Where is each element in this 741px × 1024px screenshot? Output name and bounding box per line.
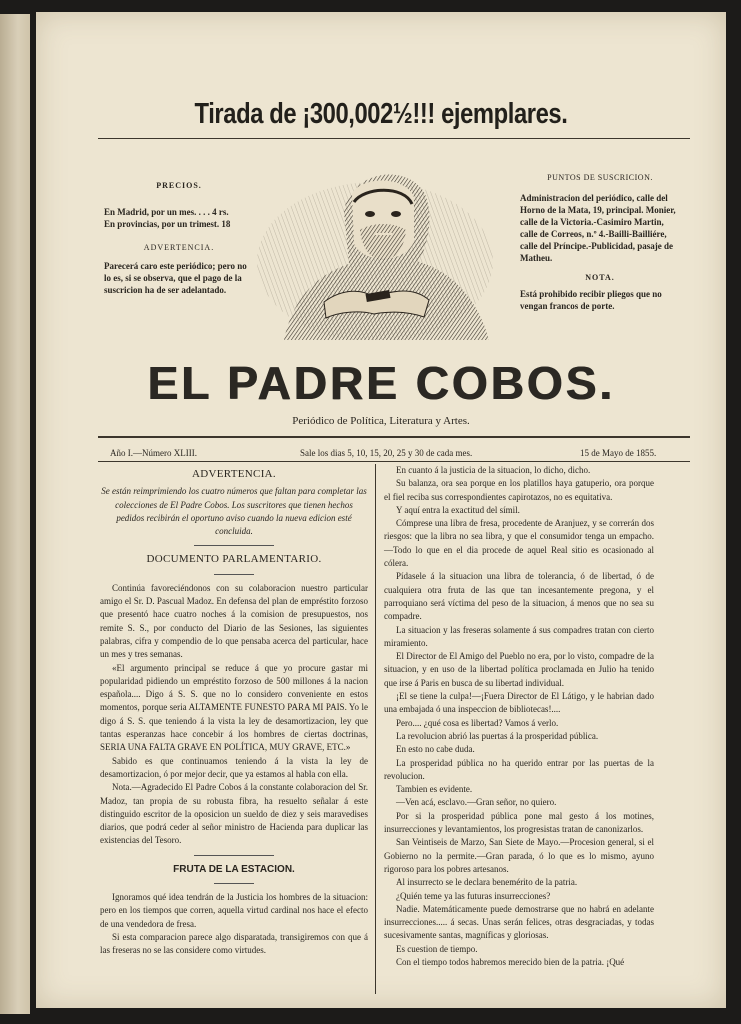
paragraph: Es cuestion de tiempo. [396,943,478,954]
newspaper-page [36,12,726,1008]
paragraph: Su balanza, ora sea porque en los platillos haya gatuperio, ora porque el fiel reciba sus correspondientes capirotazos, no es equitativa. [384,478,654,502]
paragraph: San Veintiseis de Marzo, San Siete de Mayo.—Procesion general, si el Gobierno no la permite.—Gran parada, ó lo que es lo mismo, ayuno rigoroso para los pobres artesanos. [384,837,654,874]
nota-text: Está prohibido recibir pliegos que no vengan francos de porte. [520,289,662,311]
masthead-rule [98,138,690,139]
paragraph: La situacion y las freseras solamente á sus compadres tratan con cierto miramiento. [384,624,654,648]
paper-subtitle: Periódico de Política, Literatura y Artes. [292,415,470,427]
left-column [100,464,368,958]
paragraph: —Ven acá, esclavo.—Gran señor, no quiero. [396,797,557,808]
section-rule [214,883,254,884]
section-rule [214,574,254,575]
paragraph: Continúa favoreciéndonos con su colaboracion nuestro particular amigo el Sr. D. Pascual Madoz. En defensa del plan de empréstito forzoso que presentó hace cuatro noches á la comision de presupuestos, nos remite S. S., por conducto del Diario de las Sesiones, las siguientes palabras, cifra y compendio de lo que pensaba acerca del particular, hace un mes y tres semanas. [100,582,368,660]
padre-cobos-portrait [254,152,496,340]
paragraph: El Director de El Amigo del Pueblo no era, por lo visto, compadre de la situacion, y en uso de la libertad política proclamada en Julio ha tenido que irse á Paris en busca de su libertad individual. [384,651,654,688]
paragraph: ¡El se tiene la culpa!—¡Fuera Director de El Látigo, y le habrian dado una embajada ó una inspeccion de bibliotecas!.... [384,691,654,715]
puntos-text: Administracion del periódico, calle del Horno de la Mata, 19, principal. Monier, calle de la Victoria.-Casimiro Martin, calle de Correos, n.º 4.-Bailli-Bailliére, calle del Príncipe.-Publicidad, pasaje de Matheu. [520,193,676,263]
paragraph: Sabido es que continuamos teniendo á la vista la ley de desamortizacion, ó por mejor decir, que ya estamos al habla con ella. [100,755,368,779]
paragraph: Y aquí entra la exactitud del símil. [396,504,520,515]
paragraph: ¿Quién teme ya las futuras insurrecciones? [396,890,551,901]
paragraph: Cómprese una libra de fresa, procedente de Aranjuez, y se correrán dos riesgos: que la libra no sea libra, y que el consumidor tenga un empacho.—Todo lo que en el dia procede de aquel Real sitio es ocasionado al cólera. [384,518,654,569]
paragraph: Tambien es evidente. [396,784,473,795]
paragraph: «El argumento principal se reduce á que yo procure gastar mi popularidad pidiendo un empréstito forzoso de 500 millones á la nacion española.... Digo á S. S. que no lo considero conveniente en estos momentos, porque seria ALTAMENTE FUNESTO PARA MI PAIS. Yo le digo á S. S. que teniendo á la vista la ley de desamortizacion, ley que tantas esperanzas hace concebir á los hombres de ciertas doctrinas, SERIA UNA FALTA GRAVE EN POLÍTICA, MUY GRAVE, ETC.» [100,662,368,753]
issue-date: 15 de Mayo de 1855. [580,448,657,458]
paragraph: Pídasele á la situacion una libra de tolerancia, ó de libertad, ó de cualquiera otra fruta de las que tan incesantemente pregona, y el parroquiano será víctima del peso de la situacion, á menos que no sea su compadre. [384,571,654,622]
nota-title: NOTA. [585,273,615,282]
right-column [384,464,654,969]
paragraph: Nota.—Agradecido El Padre Cobos á la constante colaboracion del Sr. Madoz, tan propia de su robusta fibra, ha resuelto señalar á este distinguido escritor de la oposicion un sueldo de diez y seis maravedises diarios, que podrá ceder al señor ministro de Hacienda para duplicar las existencias del Tesoro. [100,782,368,846]
adjacent-page-edge [0,14,30,1014]
paragraph: La prosperidad pública no ha querido entrar por las puertas de la revolucion. [384,757,654,781]
paragraph: Nadie. Matemáticamente puede demostrarse que no habrá en adelante insurrecciones..... á secas. Unas serán felices, otras desgraciadas, y todas sucesivamente santas, magníficas y gloriosas. [384,903,654,941]
paragraph: Ignoramos qué idea tendrán de la Justicia los hombres de la situacion: pero en los tiempos que corren, aquella virtud cardinal nos hace el efecto de una vendedora de fresa. [100,892,368,929]
subscription-points-block [520,172,680,312]
paragraph: Al insurrecto se le declara benemérito de la patria. [396,877,578,888]
issue-rule-top [98,436,690,438]
price-madrid: En Madrid, por un mes. . . . 4 rs. [104,207,229,217]
issue-schedule: Sale los dias 5, 10, 15, 20, 25 y 30 de cada mes. [300,448,473,458]
paragraph: Por si la prosperidad pública pone mal gesto á los motines, insurrecciones y levantamientos, los progresistas tratan de canonizarlos. [384,810,654,835]
paragraph: Si esta comparacion parece algo disparatada, transigiremos con que á las freseras no se las considere como virtudes. [100,931,368,956]
puntos-title: PUNTOS DE SUSCRICION. [547,173,653,182]
prices-block [104,180,254,296]
tirada-headline: Tirada de ¡300,002½!!! ejemplares. [194,98,568,130]
paragraph: La revolucion abrió las puertas á la prosperidad pública. [396,730,599,741]
section-rule [194,545,274,546]
price-provincias: En provincias, por un trimest. 18 [104,219,231,229]
paragraph: En cuanto á la justicia de la situacion, lo dicho, dicho. [396,465,591,475]
header-advertencia-text: Parecerá caro este periódico; pero no lo es, si se observa, que el pago de la suscricion ha de ser adelantado. [104,261,247,295]
fruta-heading: FRUTA DE LA ESTACION. [173,863,295,875]
issue-number: Año I.—Número XLIII. [110,448,197,458]
header-advertencia-title: ADVERTENCIA. [143,243,215,252]
advertencia-heading: ADVERTENCIA. [192,468,276,480]
precios-title: PRECIOS. [156,181,202,190]
issue-rule-bottom [98,461,690,462]
paragraph: En esto no cabe duda. [396,744,475,755]
paper-name: EL PADRE COBOS. [147,357,615,409]
section-rule [194,855,274,856]
column-divider [375,464,376,994]
documento-heading: DOCUMENTO PARLAMENTARIO. [146,553,322,566]
advertencia-body: Se están reimprimiendo los cuatro números que faltan para completar las colecciones de El Padre Cobos. Los suscritores que tienen hechos pedidos recibirán el oportuno aviso cuando la nueva edicion esté concluida. [101,486,367,537]
paragraph: Con el tiempo todos habremos merecido bien de la patria. ¡Qué [396,956,625,967]
paragraph: Pero.... ¿qué cosa es libertad? Vamos á verlo. [396,717,559,728]
